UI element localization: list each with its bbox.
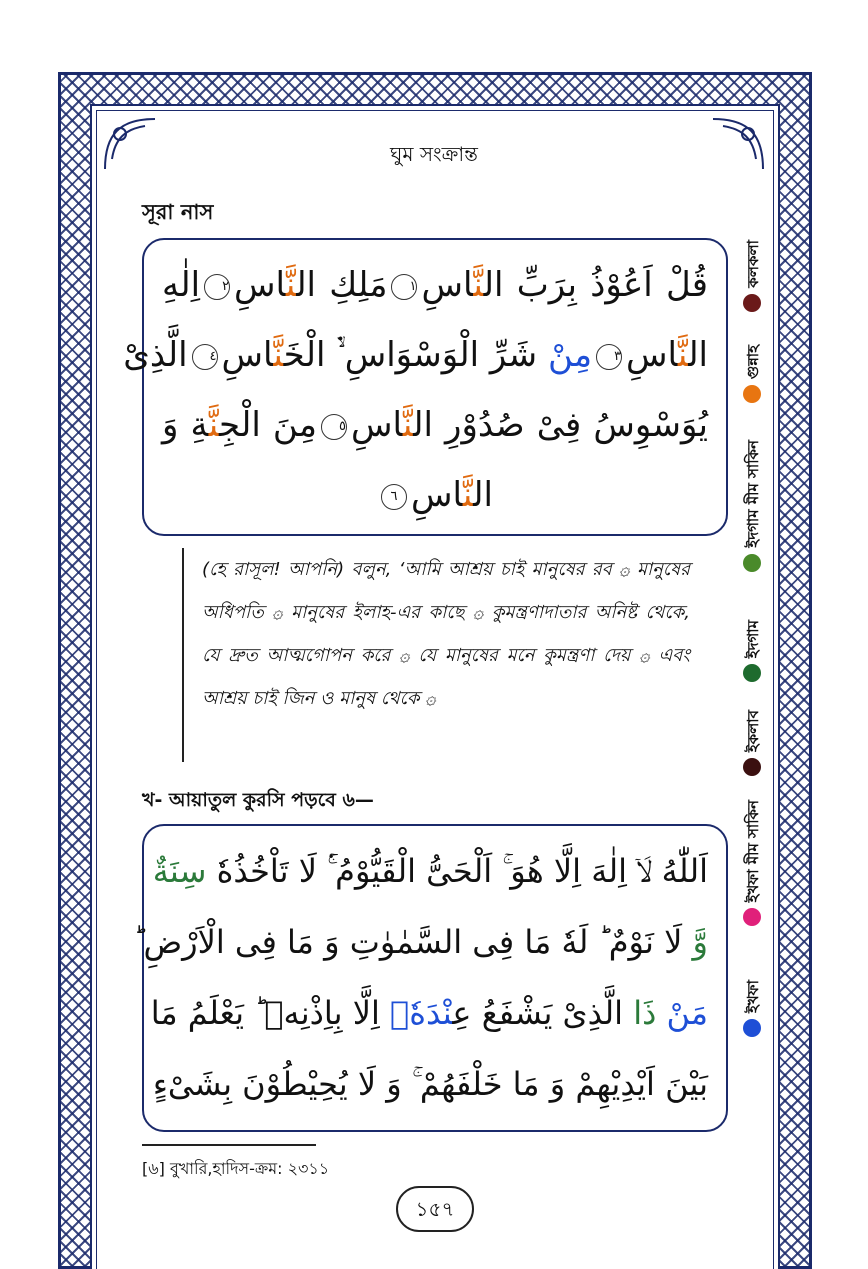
page-number: ১৫৭ (396, 1186, 474, 1232)
legend-label: কলকলা (743, 240, 762, 288)
arabic-segment: مَنْ (666, 994, 708, 1032)
arabic-segment: نَّ (208, 405, 220, 445)
ayatul-kursi-arabic-box (133, 824, 728, 1132)
arabic-segment: ال (688, 335, 708, 375)
arabic-segment: مِنْ (547, 335, 593, 375)
arabic-segment: اسِ (626, 335, 678, 375)
arabic-segment: نْدَهٗۤ (390, 994, 453, 1032)
legend-label: ইখফা (743, 980, 762, 1013)
arabic-segment: مَلِكِ ال (296, 265, 388, 305)
surah-nas-arabic-box (123, 238, 728, 536)
arabic-segment: اِلَّا بِاِذْنِهٖ ؕ یَعْلَمُ مَا (150, 994, 390, 1032)
arabic-segment: قُلْ اَعُوْذُ بِرَبِّ ال (483, 265, 708, 305)
arabic-segment: یُوَسْوِسُ فِیْ صُدُوْرِ ال (413, 405, 708, 445)
legend-label: ইদগাম (743, 620, 762, 659)
tajweed-legend (738, 240, 766, 1120)
arabic-segment: اسِ (351, 405, 403, 445)
ayatul-kursi-heading: খ- আয়াতুল কুরসি পড়বে ৬— (142, 789, 374, 811)
surah-arabic-text (123, 250, 708, 530)
arabic-segment: ال (473, 475, 493, 515)
legend-item (738, 620, 766, 682)
arabic-segment: الَّذِیْ یَشْفَعُ عِ (452, 994, 634, 1032)
legend-label: ইকলাব (743, 710, 762, 753)
arabic-segment: اسِ (221, 335, 274, 375)
surah-line-4 (162, 460, 708, 530)
arabic-segment: نَّ (402, 405, 414, 445)
surah-line-2 (123, 320, 708, 390)
ayah-number-marker: ١ (391, 274, 417, 300)
legend-color-dot (743, 758, 761, 776)
ayah-number-marker: ٣ (596, 344, 622, 370)
arabic-segment: بَیْنَ اَیْدِیْهِمْ وَ مَا خَلْفَهُمْ ۚ وَ لَا یُحِیْطُوْنَ بِشَیْءٍ (152, 1065, 708, 1103)
arabic-segment: اسِ (421, 265, 474, 305)
kursi-line-1 (152, 836, 708, 907)
kursi-line-4 (152, 1049, 708, 1120)
arabic-segment: نَّ (273, 335, 284, 375)
legend-label: ইদগাম মীম সাকিন (743, 440, 762, 548)
legend-item (738, 440, 766, 572)
arabic-segment: اسِ (234, 265, 286, 305)
translation-text: (হে রাসূল! আপনি) বলুন, ‘আমি আশ্রয় চাই মানুষের রব ۞ মানুষের অধিপতি ۞ মানুষের ইলাহ-এর কাছে ۞ কুমন্ত্রণাদাতার অনিষ্ট থেকে, যে দ্রুত আত্মগোপন করে ۞ যে মানুষের মনে কুমন্ত্রণা দেয় ۞ এবং আশ্রয় চাই জিন ও মানুষ থেকে ۞ (202, 559, 690, 709)
arabic-segment: الَّذِیْ (123, 335, 188, 375)
arabic-segment: مِنَ الْجِ (219, 405, 317, 445)
arabic-segment: لَا نَوْمٌ ؕ لَهٗ مَا فِی السَّمٰوٰتِ وَ مَا فِی الْاَرْضِ ؕ (133, 923, 693, 961)
legend-item (738, 710, 766, 776)
legend-label: ইখফা মীম সাকিন (743, 800, 762, 903)
legend-color-dot (743, 1019, 761, 1037)
arabic-segment: نَّ (462, 475, 474, 515)
arabic-segment: سِنَةٌ (152, 852, 207, 890)
legend-color-dot (743, 554, 761, 572)
arabic-segment (656, 994, 666, 1032)
ayah-number-marker: ٢ (204, 274, 230, 300)
surah-line-1 (162, 250, 708, 320)
arabic-segment: اِلٰهِ (162, 265, 201, 305)
arabic-segment: شَرِّ الْوَسْوَاسِ ۙ۬ الْخَ (283, 335, 548, 375)
legend-color-dot (743, 664, 761, 682)
kursi-line-3 (150, 978, 708, 1049)
legend-label: গুন্নাহ (743, 345, 762, 380)
chapter-title: ঘুম সংক্রান্ত (390, 142, 478, 166)
arabic-segment: نَّ (285, 265, 297, 305)
kursi-arabic-text (133, 836, 708, 1120)
legend-color-dot (743, 385, 761, 403)
surah-line-3 (162, 390, 708, 460)
translation-block (182, 548, 690, 762)
arabic-segment: اسِ (411, 475, 463, 515)
arabic-segment: وَّ (692, 923, 708, 961)
legend-item (738, 980, 766, 1037)
kursi-line-2 (133, 907, 708, 978)
legend-item (738, 240, 766, 312)
arabic-segment: ةِ وَ (162, 405, 209, 445)
arabic-segment: نَّ (677, 335, 689, 375)
ayah-number-marker: ٤ (192, 344, 218, 370)
arabic-segment: نَّ (473, 265, 484, 305)
footnote: [৬] বুখারি,হাদিস-ক্রম: ২৩১১ (142, 1159, 330, 1178)
ayah-number-marker: ٦ (381, 484, 407, 510)
footnote-divider (142, 1144, 316, 1146)
ayah-number-marker: ٥ (321, 414, 347, 440)
arabic-segment: ذَا (633, 994, 657, 1032)
arabic-segment: اَللّٰهُ لَاۤ اِلٰهَ اِلَّا هُوَ ۚ اَلْحَیُّ الْقَیُّوْمُ ۚ۬ لَا تَاْخُذُهٗ (206, 852, 708, 890)
legend-color-dot (743, 294, 761, 312)
legend-item (738, 345, 766, 403)
legend-item (738, 800, 766, 926)
section-title: সূরা নাস (142, 200, 214, 224)
legend-color-dot (743, 908, 761, 926)
